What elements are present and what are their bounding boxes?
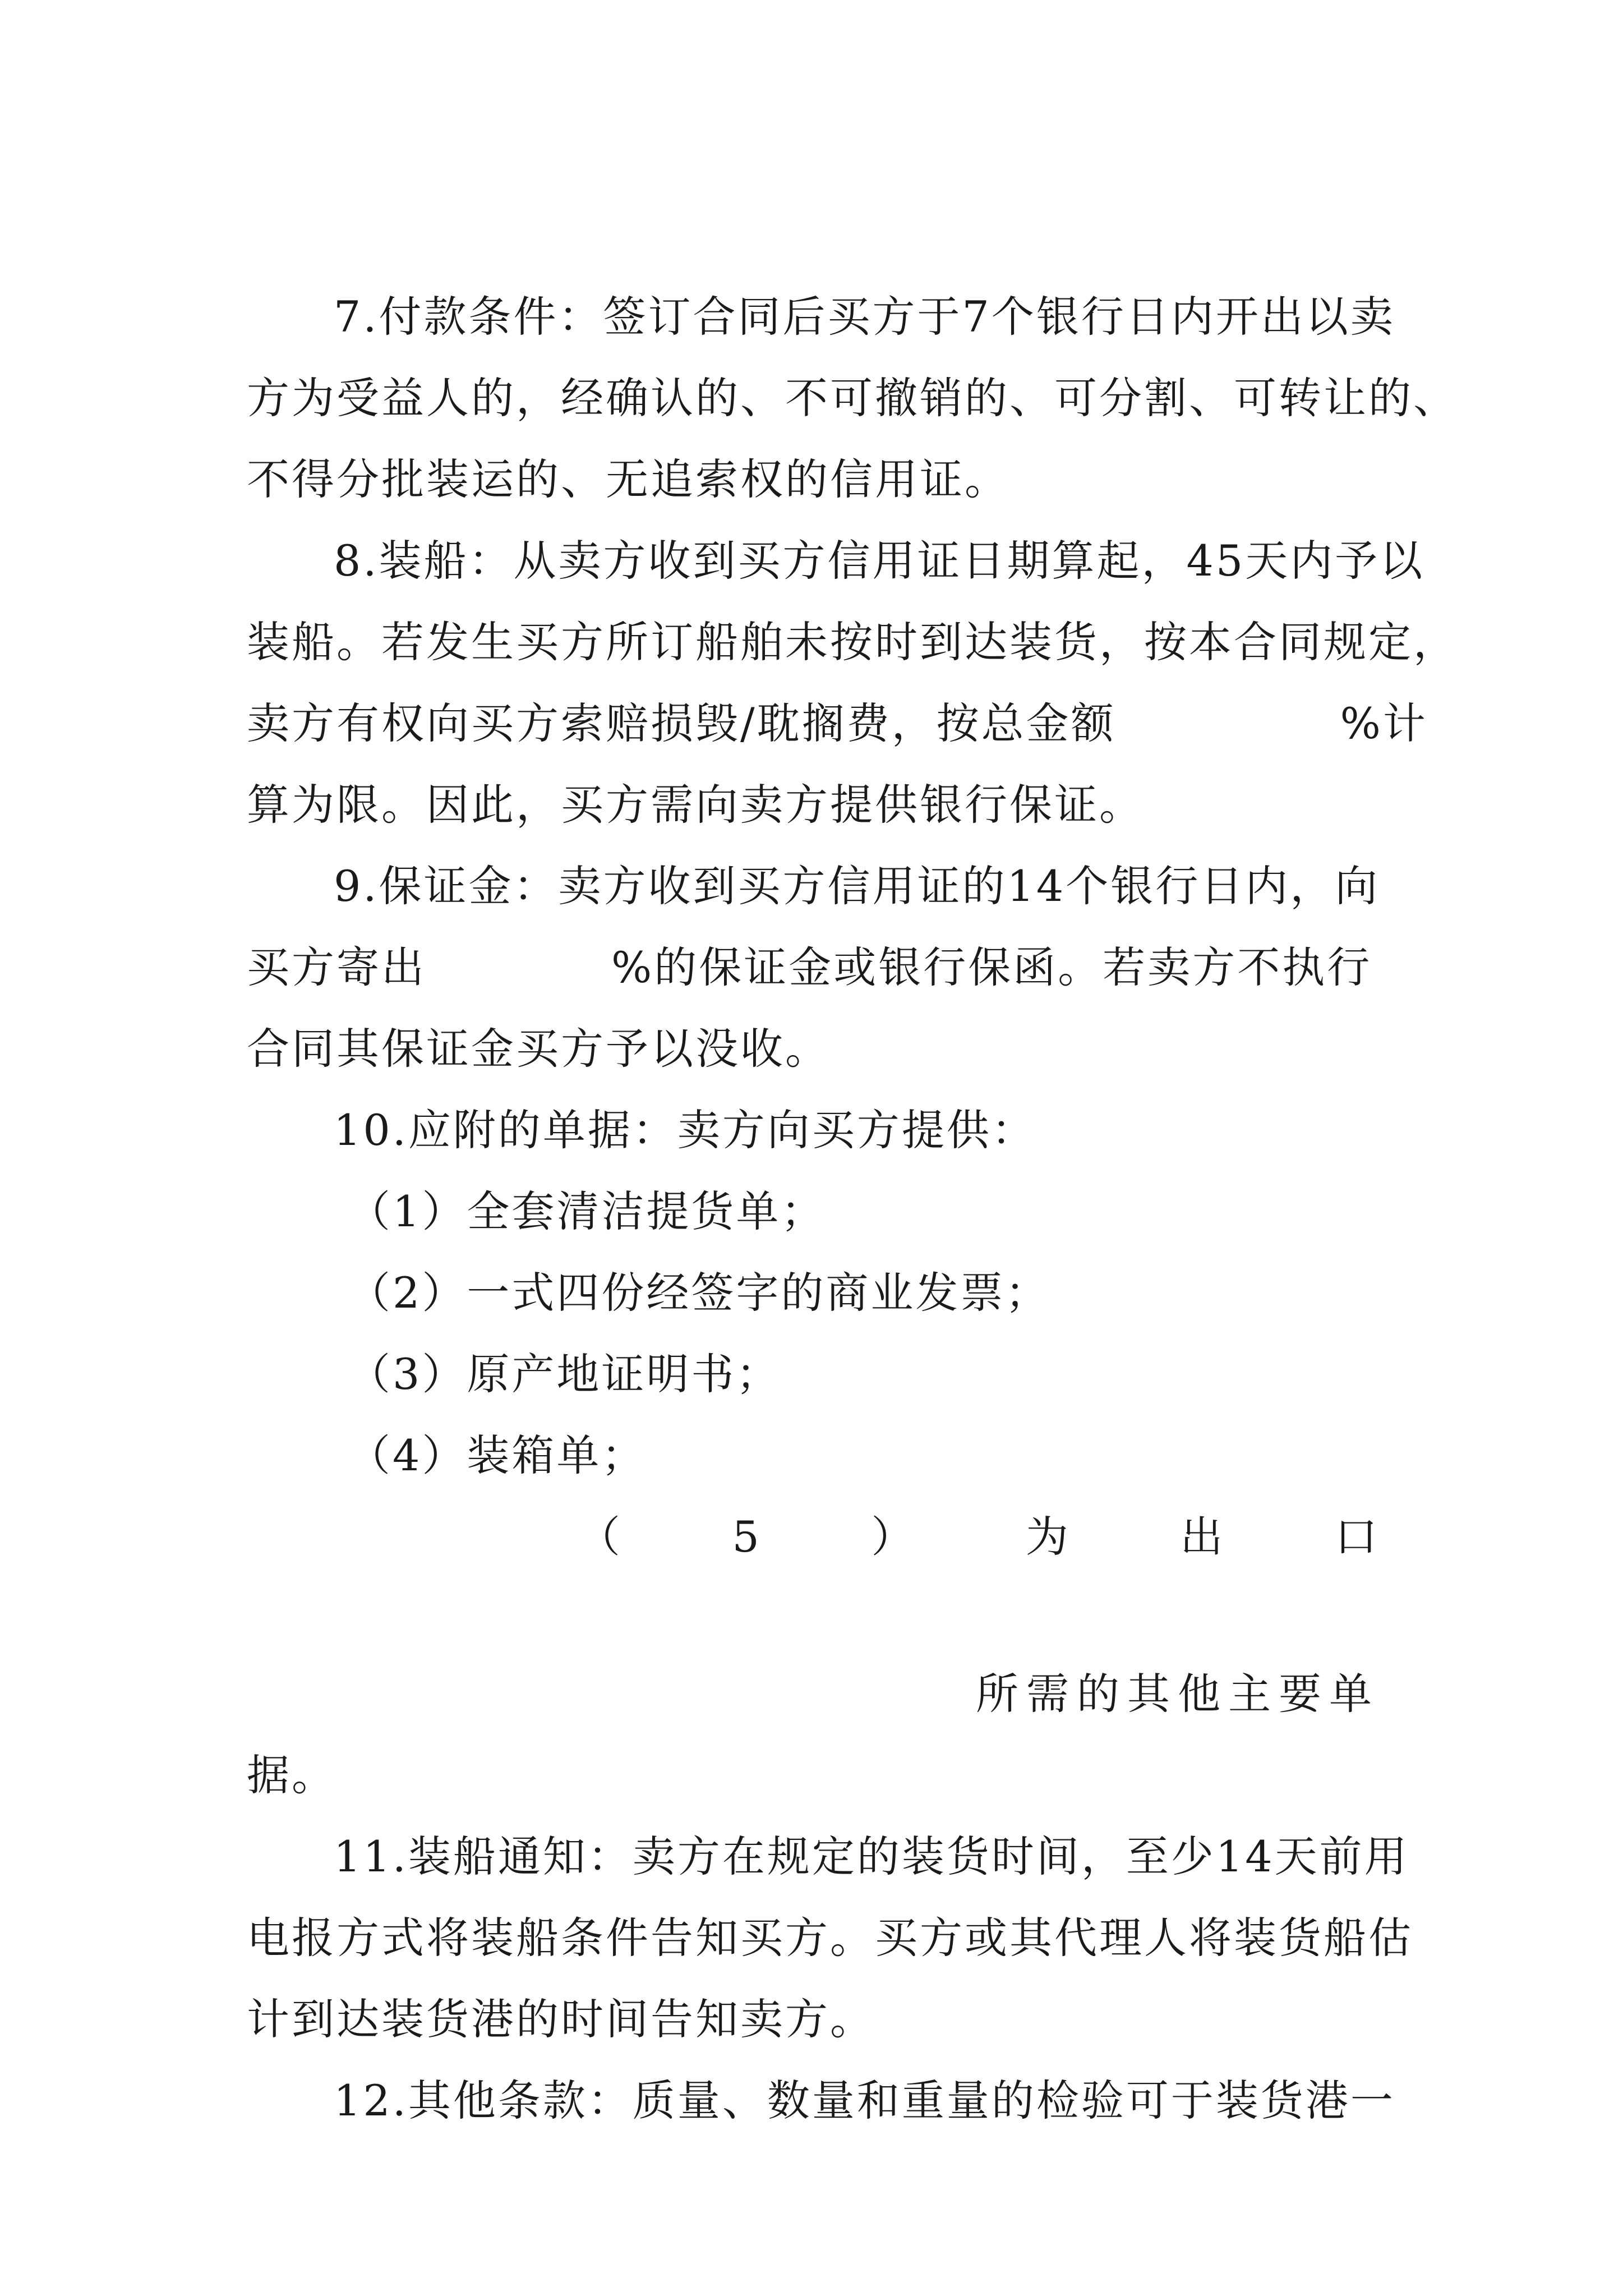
item5-part: 口: [1334, 1512, 1380, 1562]
clause11-line3: 计到达装货港的时间告知卖方。: [247, 1994, 875, 2044]
clause11-line2: 电报方式将装船条件告知买方。买方或其代理人将装货船估: [247, 1913, 1413, 1963]
clause10-item-2: （2）一式四份经签字的商业发票；: [348, 1268, 1050, 1318]
clause12-line1: 12.其他条款：质量、数量和重量的检验可于装货港一: [334, 2076, 1395, 2125]
item5-part: 5: [732, 1512, 762, 1562]
clause8-line1: 8.装船：从卖方收到买方信用证日期算起，45天内予以: [334, 536, 1425, 586]
clause11-line1: 11.装船通知：卖方在规定的装货时间，至少14天前用: [334, 1832, 1409, 1881]
clause10-item-3: （3）原产地证明书；: [348, 1349, 781, 1399]
item5-part: 出: [1180, 1512, 1225, 1562]
item5-part: ）: [871, 1512, 916, 1562]
clause8-line3: [247, 696, 1428, 752]
clause7-line3: 不得分批装运的、无追索权的信用证。: [247, 454, 1009, 504]
clause9-line2-rest: %的保证金或银行保函。若卖方不执行: [611, 942, 1372, 992]
clause8-line4: 算为限。因此，买方需向卖方提供银行保证。: [247, 780, 1144, 830]
clause8-line3-text: 卖方有权向买方索赔损毁/耽搁费，按总金额: [247, 698, 1116, 748]
clause7-line1: 7.付款条件：签订合同后买方于7个银行日内开出以卖: [334, 292, 1395, 342]
item5-part: 为: [1025, 1512, 1071, 1562]
clause7-line2: 方为受益人的，经确认的、不可撤销的、可分割、可转让的、: [247, 373, 1458, 423]
clause10-heading: 10.应附的单据：卖方向买方提供：: [334, 1105, 1036, 1155]
clause10-item-5-end: 据。: [247, 1750, 336, 1800]
clause8-line2: 装船。若发生买方所订船舶未按时到达装货，按本合同规定，: [247, 617, 1458, 667]
clause10-item-4: （4）装箱单；: [348, 1430, 647, 1480]
clause9-line1: 9.保证金：卖方收到买方信用证的14个银行日内，向: [334, 861, 1380, 911]
clause10-item-1: （1）全套清洁提货单；: [348, 1186, 826, 1236]
clause10-item-5: [578, 1509, 1380, 1565]
item5-part: （: [578, 1512, 623, 1562]
clause10-item-5-continued: 所需的其他主要单: [976, 1669, 1380, 1719]
clause9-line3: 合同其保证金买方予以没收。: [247, 1024, 830, 1074]
clause9-line2-text: 买方寄出: [247, 942, 426, 992]
clause9-line2: [247, 940, 1380, 996]
clause8-line3-percent: %计: [1340, 698, 1428, 748]
